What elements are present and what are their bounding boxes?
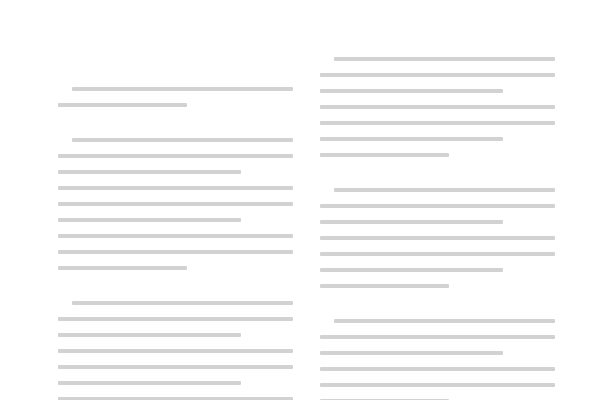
text-line bbox=[72, 87, 293, 91]
text-line bbox=[58, 170, 241, 174]
text-line bbox=[320, 236, 555, 240]
text-line bbox=[58, 202, 293, 206]
text-line bbox=[320, 153, 449, 157]
text-line bbox=[58, 103, 187, 107]
text-line bbox=[58, 234, 293, 238]
text-line bbox=[320, 73, 555, 77]
text-line bbox=[334, 319, 555, 323]
text-line bbox=[58, 349, 293, 353]
text-line bbox=[58, 365, 293, 369]
text-line bbox=[334, 57, 555, 61]
section-heading bbox=[72, 284, 293, 293]
text-line bbox=[58, 317, 293, 321]
section-heading bbox=[72, 121, 293, 130]
text-line bbox=[58, 186, 293, 190]
top-banner[interactable] bbox=[0, 8, 600, 22]
left-paragraph bbox=[58, 284, 293, 400]
section-heading bbox=[334, 171, 555, 180]
text-line bbox=[58, 250, 293, 254]
text-line bbox=[58, 218, 241, 222]
section-heading bbox=[334, 302, 555, 311]
text-line bbox=[320, 105, 555, 109]
section-heading bbox=[72, 70, 293, 79]
page-footer bbox=[0, 384, 600, 392]
text-line bbox=[320, 268, 503, 272]
right-paragraph bbox=[320, 171, 555, 288]
left-column bbox=[58, 70, 293, 400]
text-line bbox=[320, 89, 503, 93]
document-title bbox=[70, 40, 300, 54]
left-paragraph bbox=[58, 121, 293, 270]
right-paragraph bbox=[320, 40, 555, 157]
text-line bbox=[320, 351, 503, 355]
right-column bbox=[320, 40, 555, 400]
text-line bbox=[58, 154, 293, 158]
text-line bbox=[334, 188, 555, 192]
section-heading bbox=[334, 40, 555, 49]
text-line bbox=[320, 284, 449, 288]
text-line bbox=[320, 335, 555, 339]
text-line bbox=[320, 252, 555, 256]
text-line bbox=[58, 333, 241, 337]
text-line bbox=[320, 204, 555, 208]
text-line bbox=[58, 266, 187, 270]
text-line bbox=[320, 220, 503, 224]
text-line bbox=[320, 121, 555, 125]
left-paragraph bbox=[58, 70, 293, 107]
text-line bbox=[320, 367, 555, 371]
text-line bbox=[72, 138, 293, 142]
text-line bbox=[72, 301, 293, 305]
text-line bbox=[320, 137, 503, 141]
